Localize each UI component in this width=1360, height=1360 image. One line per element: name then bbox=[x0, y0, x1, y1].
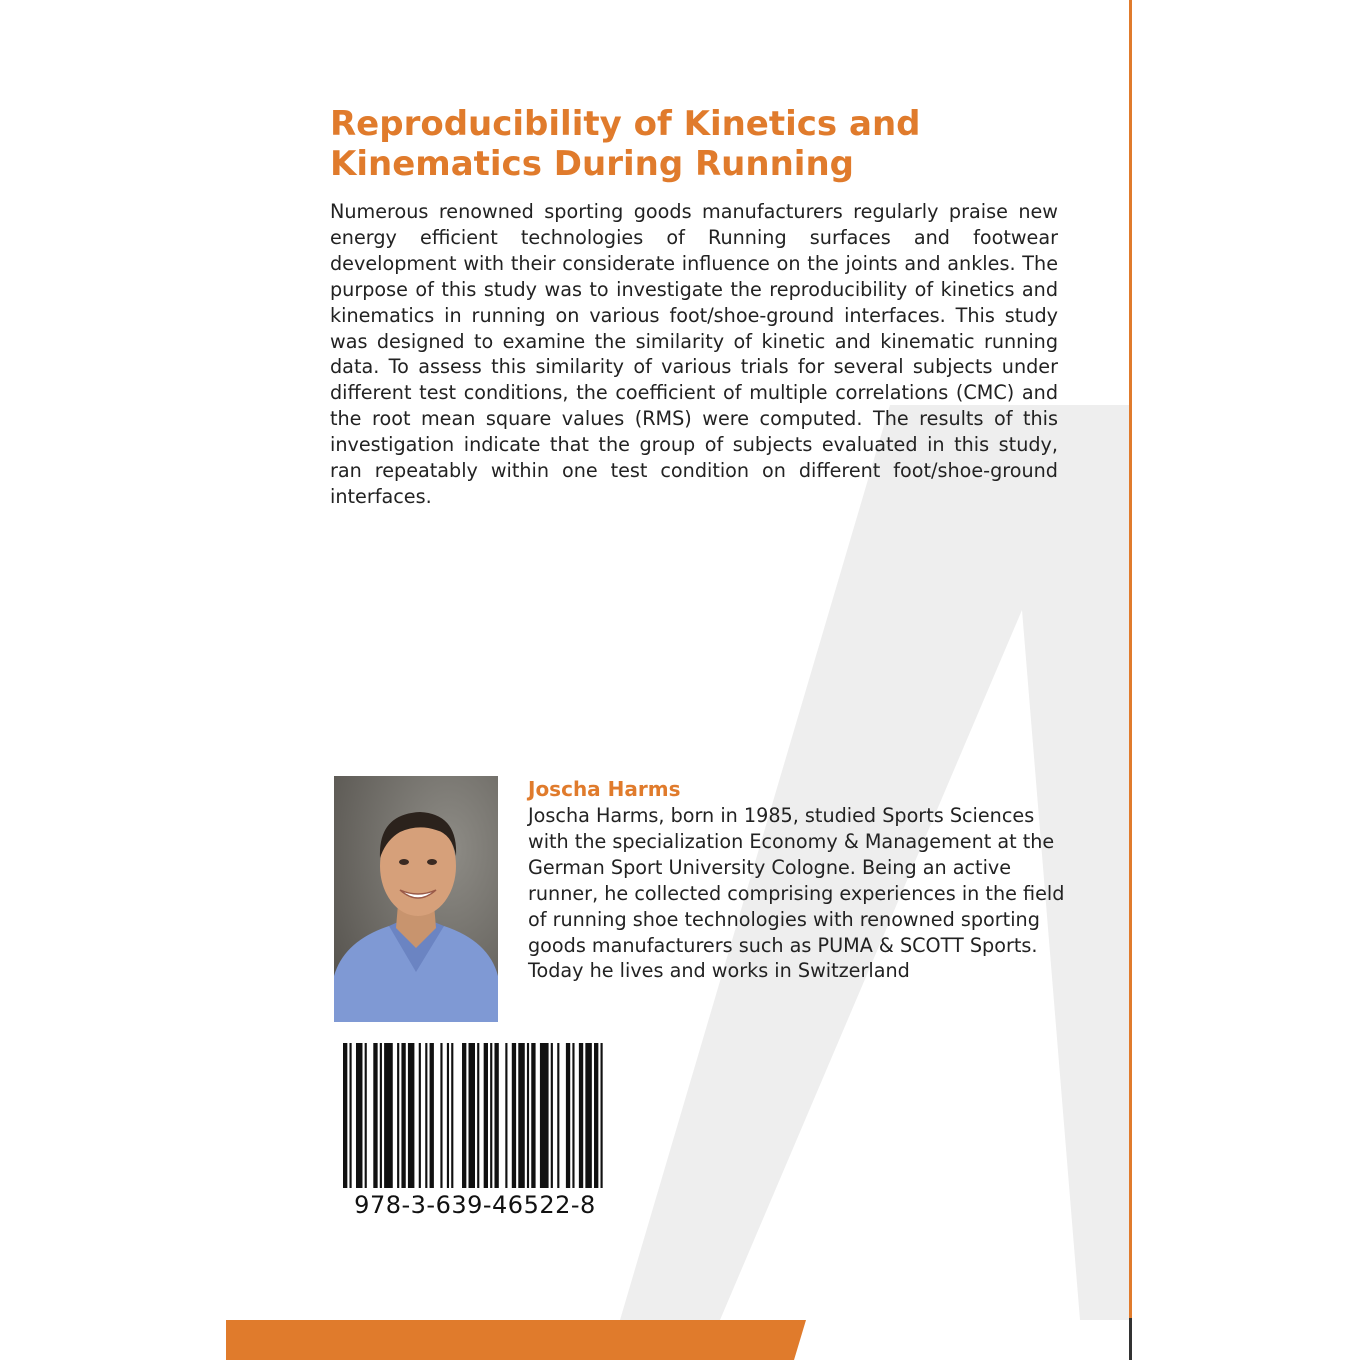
barcode-bar bbox=[469, 1043, 475, 1188]
barcode-bar bbox=[518, 1043, 524, 1188]
author-photo bbox=[334, 776, 498, 1022]
barcode-bar bbox=[397, 1043, 399, 1188]
barcode-bar bbox=[440, 1043, 442, 1188]
barcode-bar bbox=[601, 1043, 603, 1188]
barcode-bar bbox=[447, 1043, 449, 1188]
barcode-bar bbox=[527, 1043, 529, 1188]
barcode-bar bbox=[425, 1043, 427, 1188]
barcode-bar bbox=[572, 1043, 574, 1188]
orange-bottom-band bbox=[226, 1320, 806, 1360]
barcode-bar bbox=[430, 1043, 434, 1188]
title-line-2: Kinematics During Running bbox=[330, 144, 854, 184]
barcode-bar bbox=[579, 1043, 583, 1188]
barcode-bar bbox=[349, 1043, 351, 1188]
barcode-bar bbox=[451, 1043, 453, 1188]
barcode-bar bbox=[401, 1043, 405, 1188]
barcode-bar bbox=[484, 1043, 488, 1188]
dark-edge-line bbox=[1129, 1318, 1132, 1360]
orange-edge-line bbox=[1129, 0, 1132, 1318]
barcode-bar bbox=[585, 1043, 591, 1188]
barcode-bar bbox=[494, 1043, 498, 1188]
barcode-bar bbox=[557, 1043, 559, 1188]
barcode-bar bbox=[594, 1043, 598, 1188]
barcode-bar bbox=[365, 1043, 367, 1188]
barcode-bar bbox=[380, 1043, 382, 1188]
book-blurb: Numerous renowned sporting goods manufacturers regularly praise new energy efficient technologies of Running surfaces and footwear development with their considerate influence on the joints and ankles. The purpose of this study was to investigate the reproducibility of kinetics and kinematics in running on various foot/shoe-ground interfaces. This study was designed to examine the similarity of kinetic and kinematic running data. To assess this similarity of various trials for several subjects under different test conditions, the coefficient of multiple correlations (CMC) and the root mean square values (RMS) were computed. The results of this investigation indicate that the group of subjects evaluated in this study, ran repeatably within one test condition on different foot/shoe-ground interfaces. bbox=[330, 200, 1058, 508]
barcode-bar bbox=[373, 1043, 377, 1188]
book-title bbox=[330, 104, 1070, 184]
isbn-number: 978-3-639-46522-8 bbox=[354, 1191, 596, 1219]
barcode-bar bbox=[343, 1043, 347, 1188]
barcode-bar bbox=[512, 1043, 516, 1188]
barcode-bar bbox=[419, 1043, 421, 1188]
barcode-bar bbox=[490, 1043, 492, 1188]
barcode-bar bbox=[384, 1043, 393, 1188]
isbn-barcode bbox=[343, 1043, 607, 1188]
author-name: Joscha Harms bbox=[528, 777, 681, 801]
barcode-bar bbox=[477, 1043, 479, 1188]
barcode-bar bbox=[408, 1043, 414, 1188]
barcode-bar bbox=[566, 1043, 570, 1188]
barcode-bar bbox=[505, 1043, 507, 1188]
barcode-bar bbox=[540, 1043, 549, 1188]
barcode-bar bbox=[531, 1043, 535, 1188]
author-bio: Joscha Harms, born in 1985, studied Sports Sciences with the specialization Economy & Management at the German Sport University Cologne. Being an active runner, he collected comprising experiences in the field of running shoe technologies with renowned sporting goods manufacturers such as PUMA & SCOTT Sports. Today he lives and works in Switzerland bbox=[528, 804, 1065, 983]
title-line-1: Reproducibility of Kinetics and bbox=[330, 104, 921, 144]
barcode-bar bbox=[356, 1043, 362, 1188]
barcode-bar bbox=[462, 1043, 466, 1188]
barcode-bar bbox=[551, 1043, 553, 1188]
